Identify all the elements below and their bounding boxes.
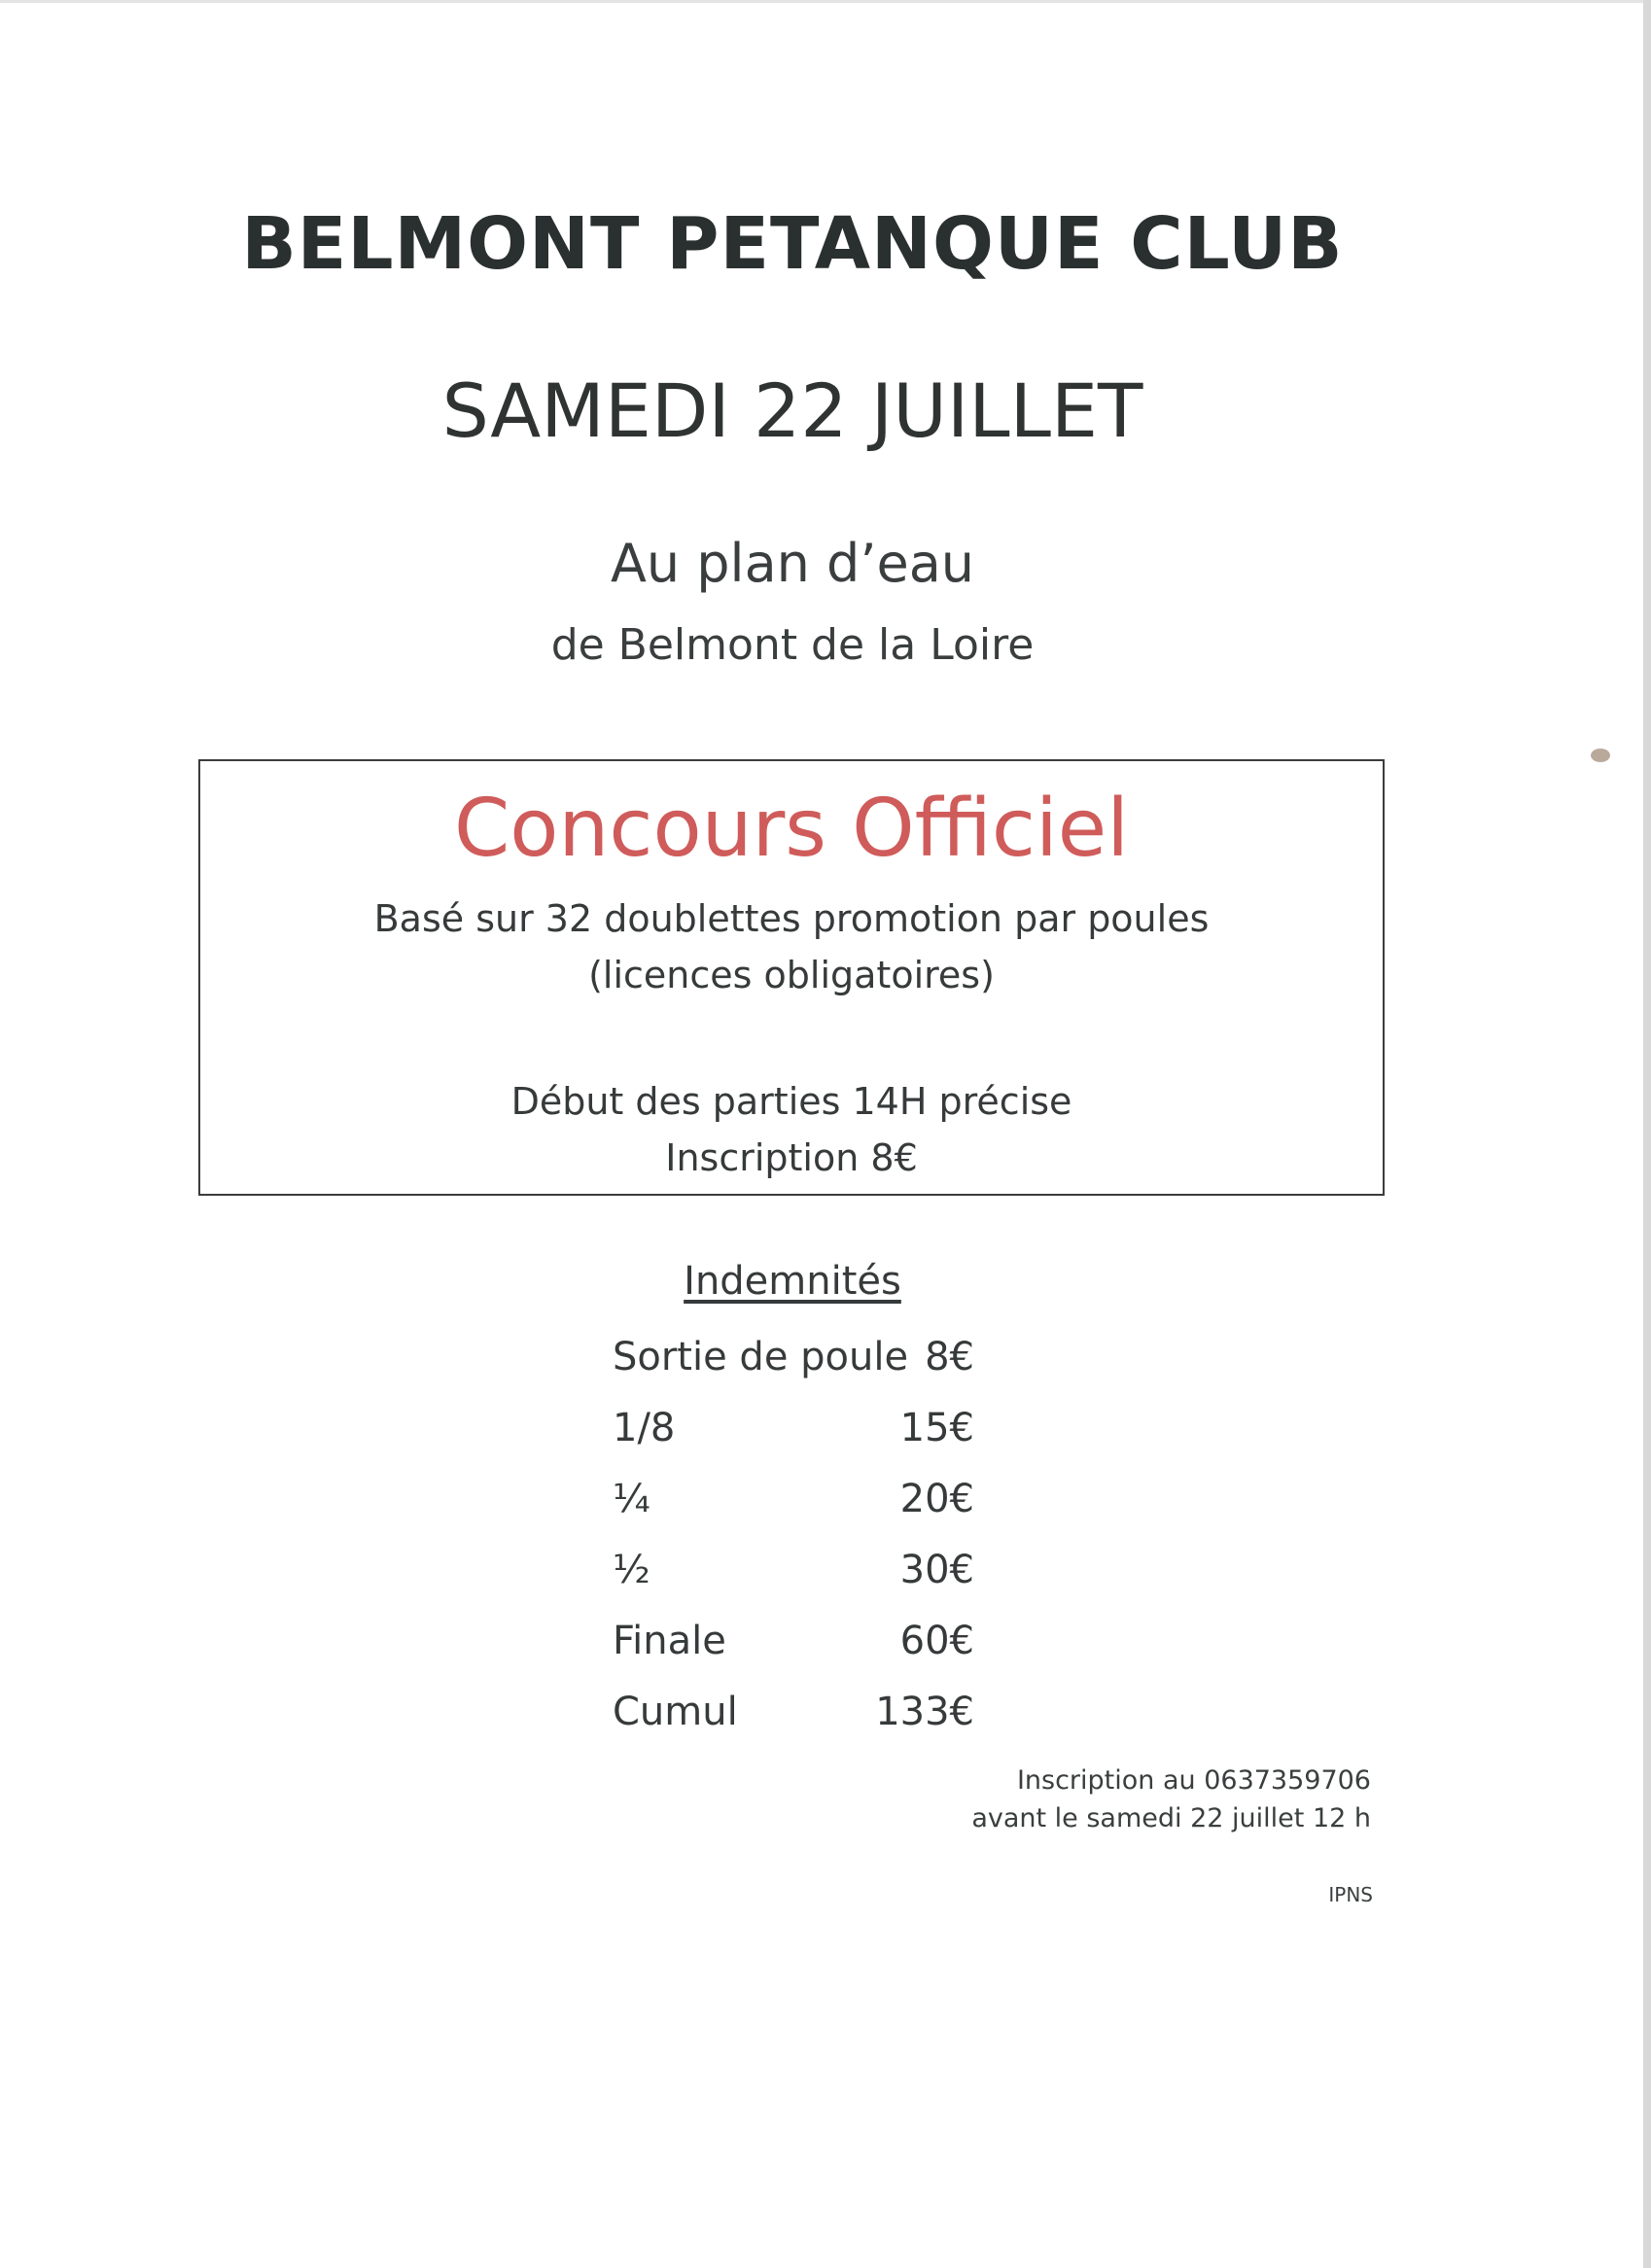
prize-label: Cumul — [613, 1690, 738, 1734]
contact-phone-line: Inscription au 0637359706 — [1016, 1765, 1371, 1796]
venue-line-2: de Belmont de la Loire — [550, 620, 1035, 670]
prize-label: Finale — [613, 1619, 726, 1663]
prize-row — [613, 1690, 974, 1761]
prize-row — [613, 1548, 974, 1619]
prize-amount: 8€ — [925, 1335, 974, 1379]
contest-fee: Inscription 8€ — [665, 1136, 918, 1179]
scan-speck — [1591, 749, 1610, 762]
prize-row — [613, 1406, 974, 1477]
scan-edge-right — [1643, 0, 1651, 2268]
event-date: SAMEDI 22 JUILLET — [441, 367, 1143, 454]
prize-table — [613, 1335, 974, 1761]
club-title: BELMONT PETANQUE CLUB — [241, 202, 1344, 286]
indemnities-heading — [0, 1259, 1585, 1304]
prize-amount: 20€ — [899, 1477, 974, 1521]
ipns-mention: IPNS — [1328, 1883, 1373, 1906]
venue-line-1: Au plan d’eau — [610, 533, 975, 594]
prize-label: ¼ — [613, 1477, 650, 1521]
prize-label: ½ — [613, 1548, 650, 1592]
contact-block — [971, 1762, 1371, 1837]
contest-start-time: Début des parties 14H précise — [510, 1080, 1072, 1123]
indemnities-heading-text: Indemnités — [684, 1259, 901, 1304]
contest-box — [198, 759, 1385, 1196]
contest-title: Concours Officiel — [453, 783, 1130, 875]
prize-amount: 15€ — [899, 1406, 974, 1450]
contest-licence: (licences obligatoires) — [588, 954, 995, 996]
scan-edge-top — [0, 0, 1651, 3]
prize-amount: 60€ — [899, 1619, 974, 1663]
contact-deadline-line: avant le samedi 22 juillet 12 h — [971, 1803, 1371, 1833]
prize-label: Sortie de poule — [613, 1335, 909, 1379]
prize-amount: 133€ — [875, 1690, 974, 1734]
prize-label: 1/8 — [613, 1406, 676, 1450]
prize-row — [613, 1477, 974, 1548]
contest-basis: Basé sur 32 doublettes promotion par poules — [373, 897, 1210, 940]
prize-row — [613, 1619, 974, 1690]
prize-row — [613, 1335, 974, 1406]
prize-amount: 30€ — [899, 1548, 974, 1592]
